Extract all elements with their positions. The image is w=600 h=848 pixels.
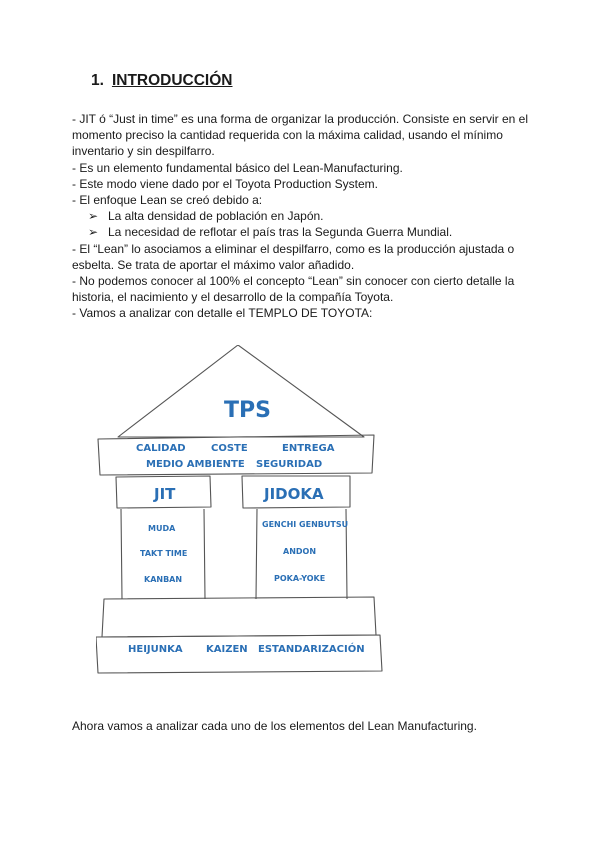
temple-svg [96, 345, 386, 675]
heading-number: 1. [91, 72, 104, 89]
heading-title: INTRODUCCIÓN [111, 72, 233, 89]
section-heading [91, 72, 233, 90]
beam-seguridad: SEGURIDAD [256, 459, 323, 470]
bullet-item [72, 224, 530, 240]
bullet-item [72, 208, 530, 224]
paragraph: - JIT ó “Just in time” es una forma de organizar la producción. Consiste en servir en el momento preciso la cantidad requerida con la máxima calidad, usando el mínimo inventario y sin despilfarro. [72, 112, 528, 159]
intro-body [72, 111, 530, 322]
base-estandarizacion: ESTANDARIZACIÓN [258, 644, 365, 655]
bullet-text: La necesidad de reflotar el país tras la Segunda Guerra Mundial. [108, 225, 453, 240]
base-heijunka: HEIJUNKA [128, 644, 183, 655]
left-pillar-item: MUDA [148, 524, 176, 533]
paragraph: - Es un elemento fundamental básico del Lean-Manufacturing. [72, 160, 403, 175]
roof-label: TPS [224, 398, 271, 423]
right-pillar-title: JIDOKA [264, 485, 324, 503]
paragraph: - El enfoque Lean se creó debido a: [72, 193, 263, 208]
beam-coste: COSTE [211, 443, 248, 454]
beam-entrega: ENTREGA [282, 443, 335, 454]
beam-medio-ambiente: MEDIO AMBIENTE [146, 459, 245, 470]
closing-paragraph: Ahora vamos a analizar cada uno de los elementos del Lean Manufacturing. [72, 719, 477, 733]
left-pillar-title: JIT [154, 485, 176, 503]
arrow-bullet-icon: ➢ [88, 209, 99, 224]
paragraph: - No podemos conocer al 100% el concepto “Lean” sin conocer con cierto detalle la historia, el nacimiento y el desarrollo de la compañía Toyota. [72, 274, 515, 305]
base-kaizen: KAIZEN [206, 644, 248, 655]
paragraph: - Este modo viene dado por el Toyota Production System. [72, 176, 378, 191]
left-pillar-item: TAKT TIME [140, 549, 188, 558]
paragraph: - El “Lean” lo asociamos a eliminar el despilfarro, como es la producción ajustada o esbelta. Se trata de aportar el máximo valor añadido. [72, 241, 515, 272]
temple-step [102, 597, 376, 637]
right-pillar-item: ANDON [283, 547, 317, 556]
paragraph: - Vamos a analizar con detalle el TEMPLO DE TOYOTA: [72, 306, 373, 321]
beam-calidad: CALIDAD [136, 443, 186, 454]
arrow-bullet-icon: ➢ [88, 225, 99, 240]
toyota-temple-diagram [96, 345, 386, 675]
right-pillar-item: GENCHI GENBUTSU [262, 520, 349, 529]
temple-roof [118, 345, 364, 437]
right-pillar-item: POKA-YOKE [274, 574, 326, 583]
bullet-text: La alta densidad de población en Japón. [108, 209, 324, 224]
left-pillar-item: KANBAN [144, 575, 183, 584]
